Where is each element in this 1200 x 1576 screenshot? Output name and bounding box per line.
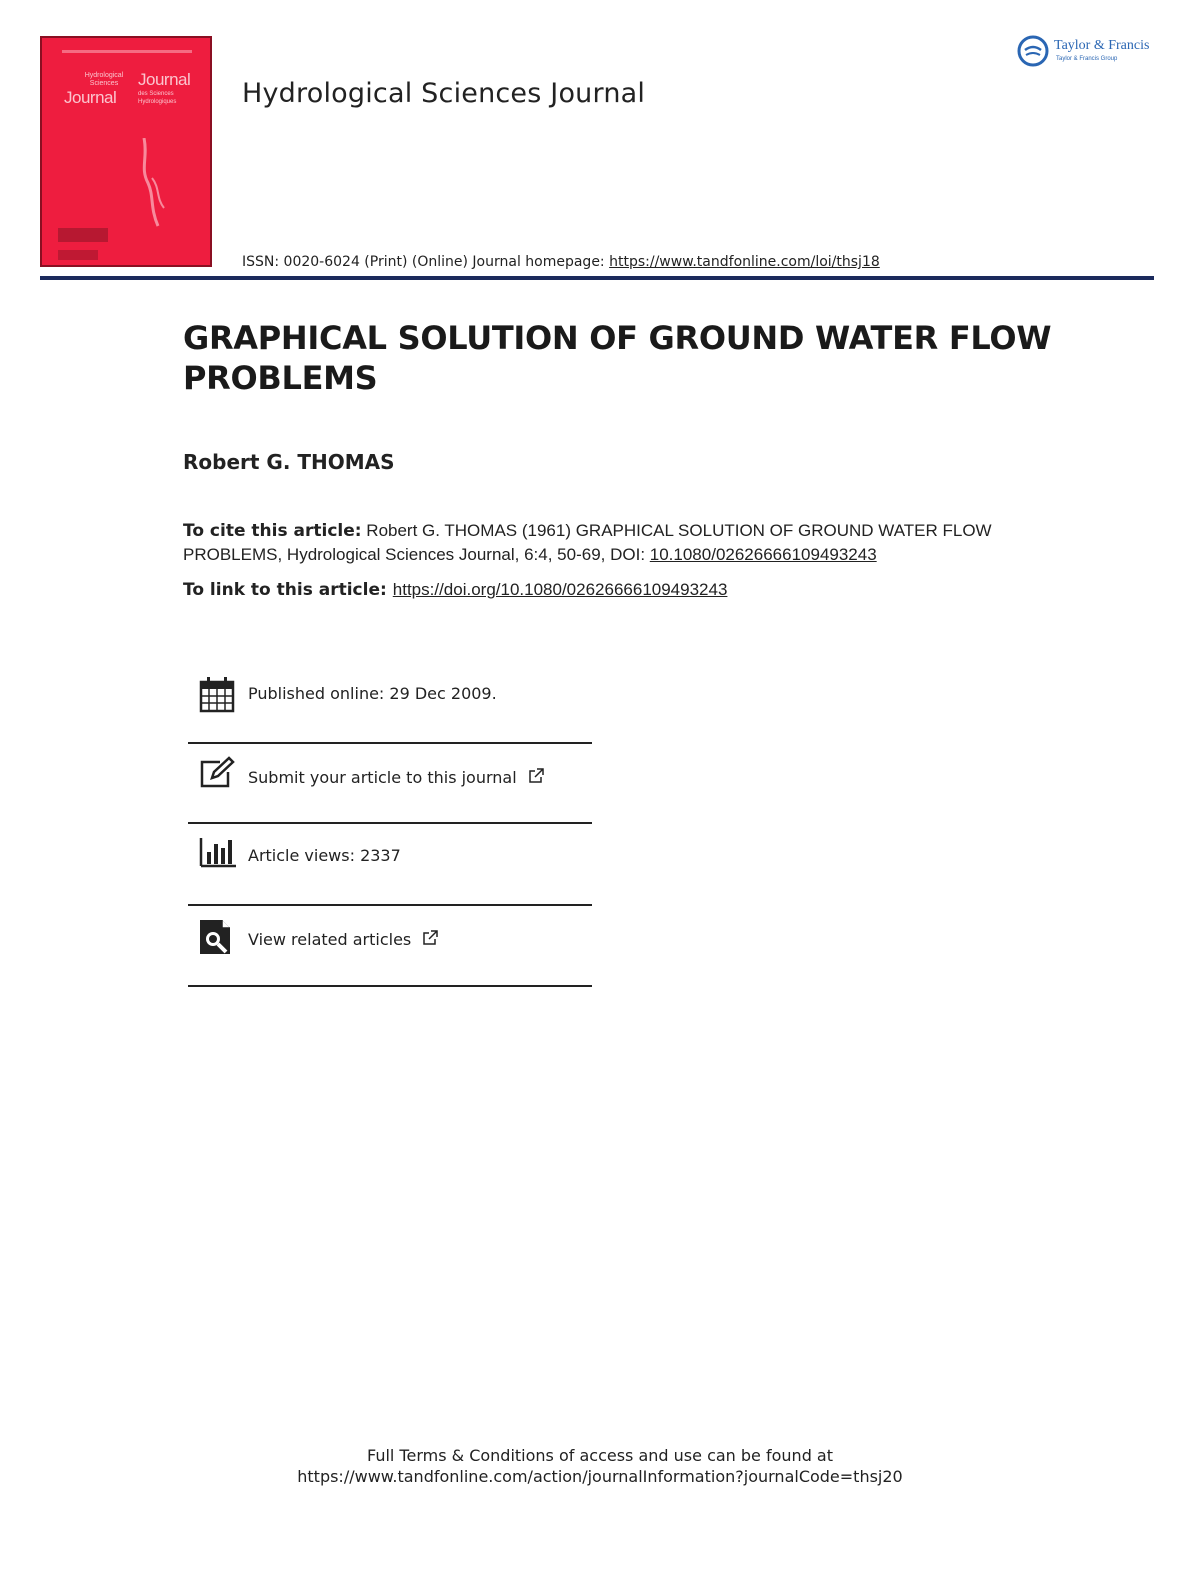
cite-label: To cite this article: xyxy=(183,521,362,541)
journal-title: Hydrological Sciences Journal xyxy=(242,78,646,109)
cover-figure-icon xyxy=(130,138,170,228)
edit-icon xyxy=(198,756,236,794)
article-author: Robert G. THOMAS xyxy=(183,450,395,474)
cite-text: Robert G. THOMAS (1961) GRAPHICAL SOLUTION OF GROUND WATER FLOW PROBLEMS, Hydrological Sciences Journal, 6:4, 50-69, DOI: xyxy=(183,521,992,564)
item-divider xyxy=(188,904,592,906)
cover-rule xyxy=(62,50,192,53)
issn-line xyxy=(242,254,880,270)
item-divider xyxy=(188,822,592,824)
publisher-name: Taylor & Francis xyxy=(1054,38,1150,53)
published-online-text: Published online: 29 Dec 2009. xyxy=(248,684,497,703)
cover-publisher-logo xyxy=(58,228,108,242)
calendar-icon xyxy=(198,676,236,714)
terms-line: Full Terms & Conditions of access and use can be found at xyxy=(366,1446,834,1465)
citation-block xyxy=(183,519,1053,566)
external-link-icon xyxy=(528,768,544,784)
cover-journal-text-fr: Journal xyxy=(138,70,191,89)
cite-doi-link[interactable]: 10.1080/02626666109493243 xyxy=(649,545,877,564)
terms-url-link[interactable]: https://www.tandfonline.com/action/journalInformation?journalCode=thsj20 xyxy=(297,1467,903,1486)
view-related-articles-link[interactable] xyxy=(248,930,438,949)
taylor-francis-logo[interactable] xyxy=(1016,34,1158,70)
cover-small-text: Hydrological Sciences xyxy=(84,72,124,87)
item-divider xyxy=(188,742,592,744)
journal-cover-image xyxy=(40,36,212,267)
related-articles-search-icon xyxy=(198,918,236,956)
article-views-text: Article views: 2337 xyxy=(248,846,401,865)
journal-homepage-link[interactable]: https://www.tandfonline.com/loi/thsj18 xyxy=(609,254,880,270)
article-doi-link[interactable]: https://doi.org/10.1080/02626666109493243 xyxy=(392,580,728,599)
article-link-line xyxy=(183,580,727,600)
article-title: GRAPHICAL SOLUTION OF GROUND WATER FLOW PROBLEMS xyxy=(183,319,1052,397)
publisher-tagline: Taylor & Francis Group xyxy=(1056,56,1118,62)
external-link-icon xyxy=(422,930,438,946)
cover-publisher-logo-2 xyxy=(58,250,98,260)
submit-article-link[interactable] xyxy=(248,768,544,787)
cover-journal-text: Journal xyxy=(64,88,117,107)
bar-chart-icon xyxy=(198,836,236,874)
submit-article-label: Submit your article to this journal xyxy=(248,768,517,787)
cover-sub-text: des Sciences Hydrologiques xyxy=(138,91,177,105)
link-label: To link to this article: xyxy=(183,580,387,600)
taylor-francis-logo-icon xyxy=(1016,34,1050,68)
terms-footer xyxy=(0,1445,1200,1487)
related-articles-label: View related articles xyxy=(248,930,412,949)
issn-text: ISSN: 0020-6024 (Print) (Online) Journal homepage: xyxy=(242,254,610,270)
header-divider xyxy=(40,276,1154,280)
item-divider xyxy=(188,985,592,987)
